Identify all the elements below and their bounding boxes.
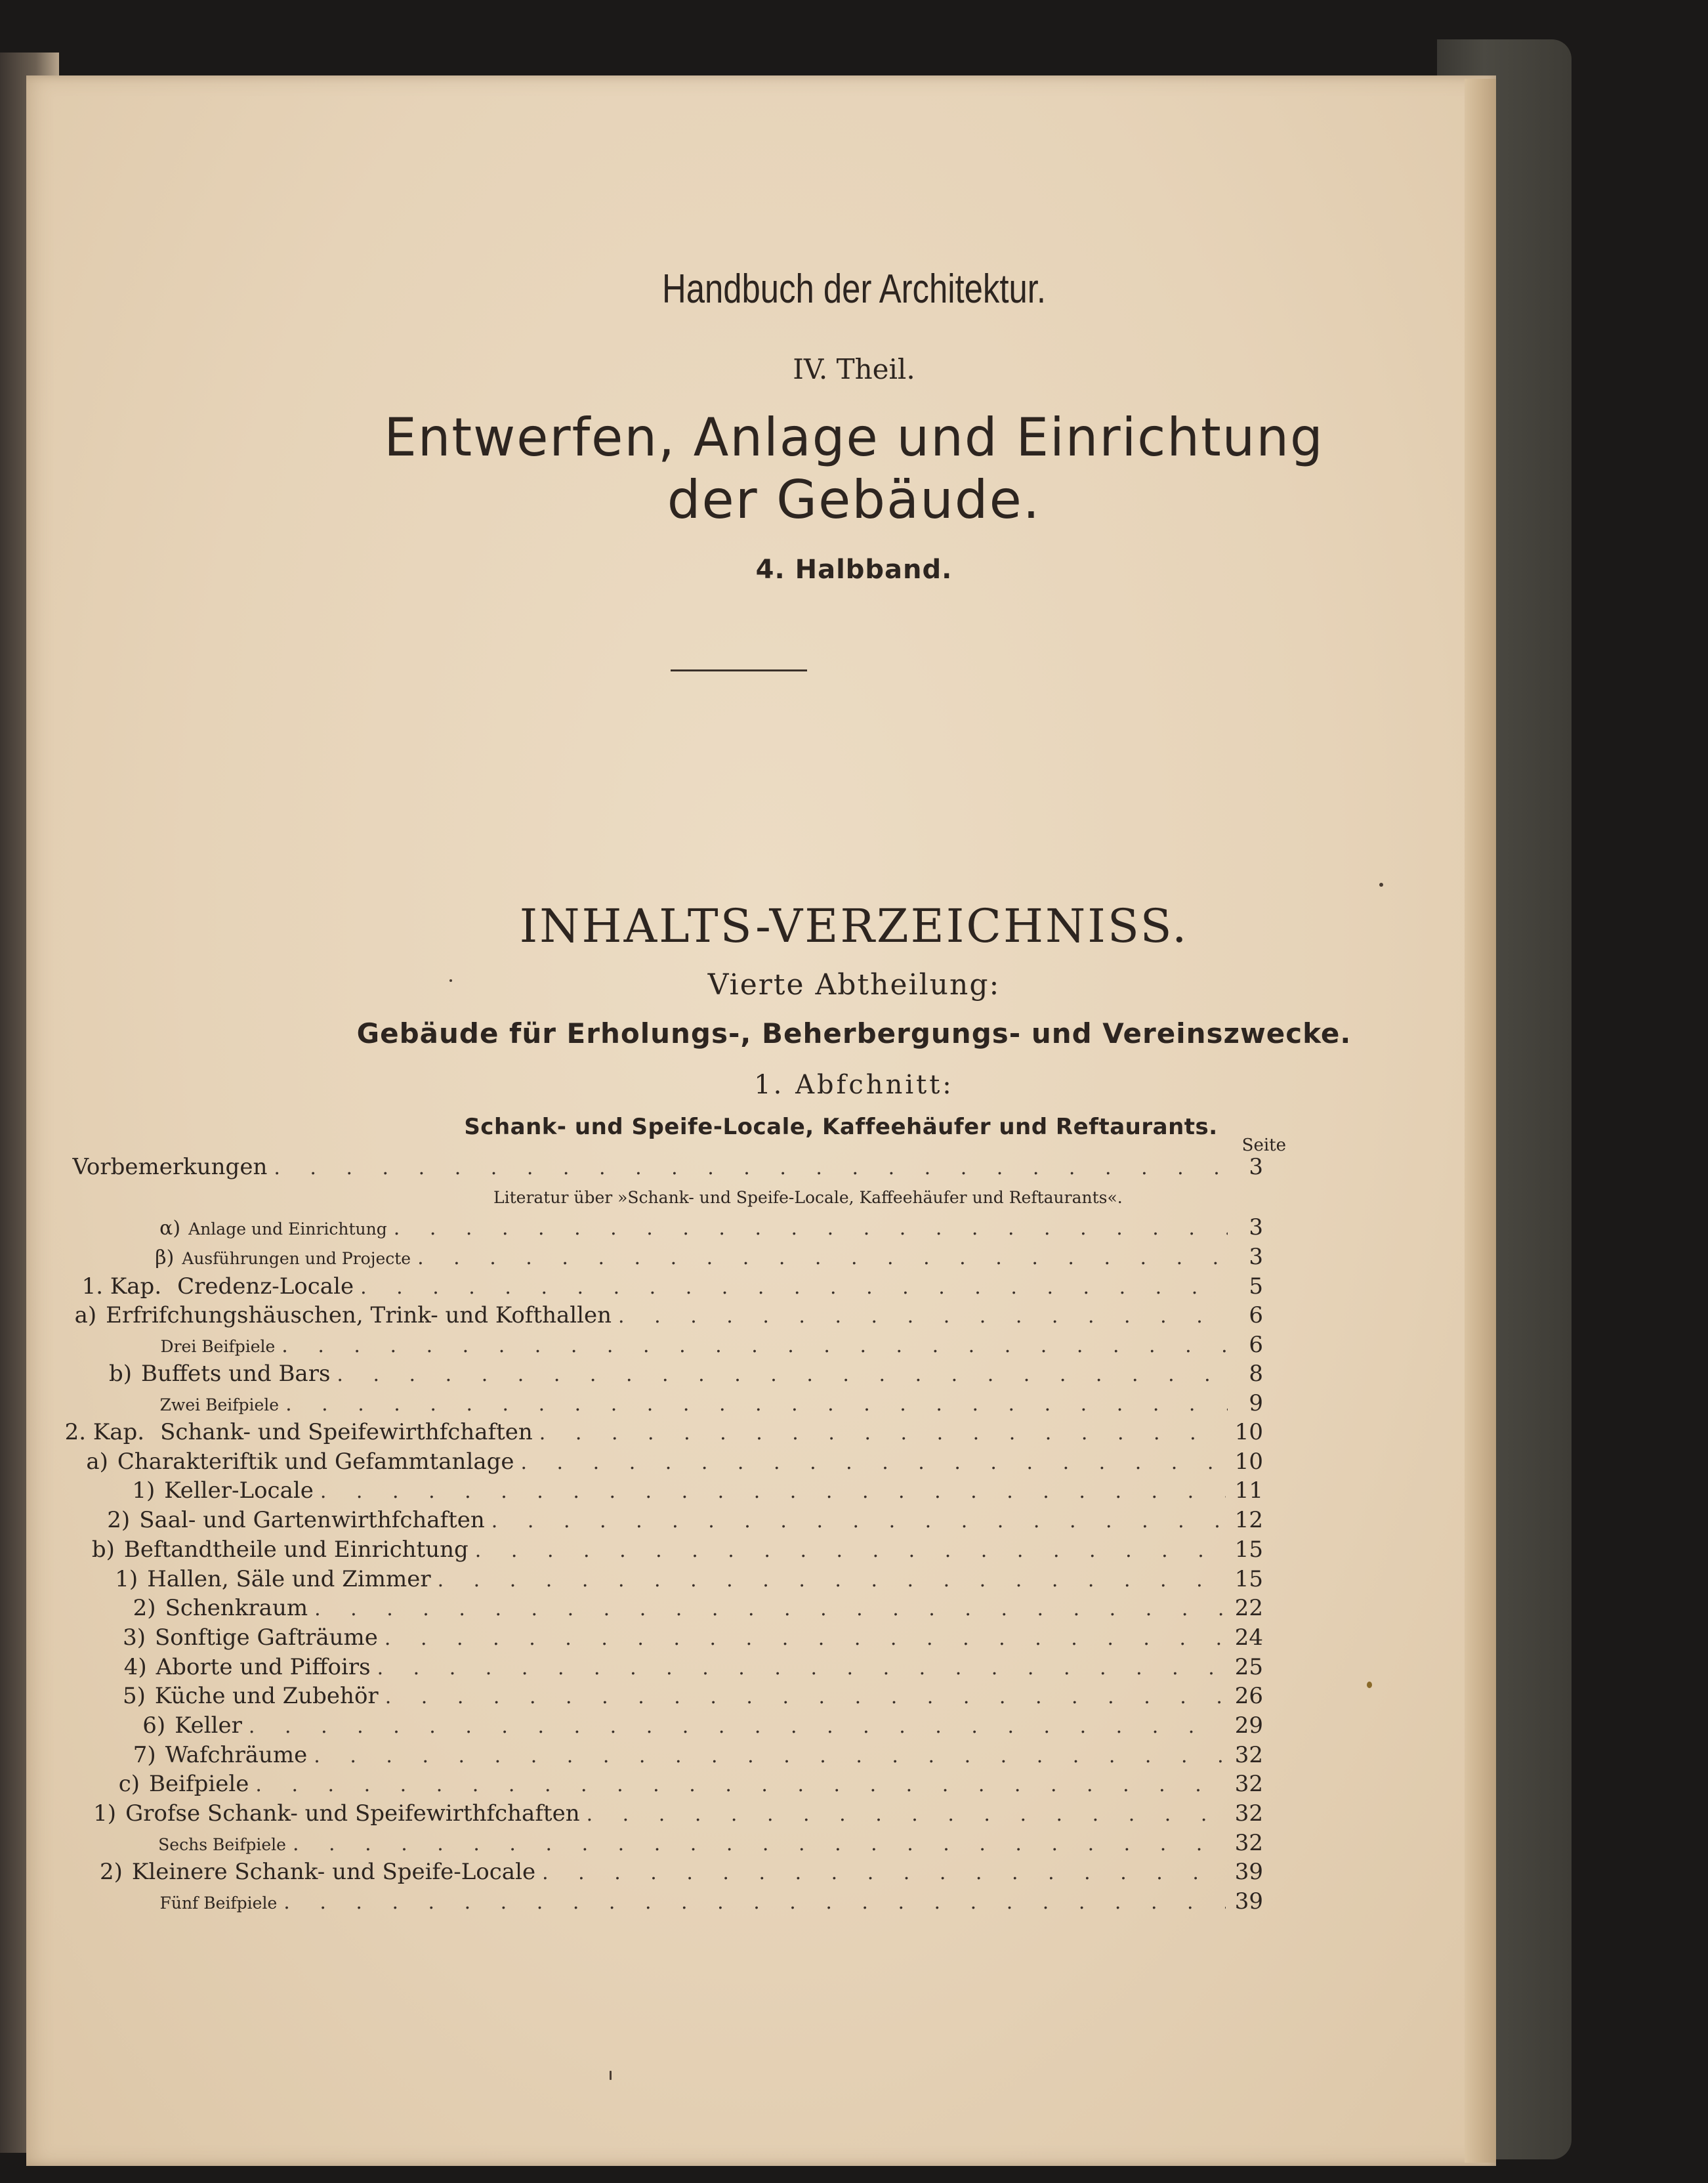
toc-entry-title: Grofse Schank- und Speifewirthfchaften <box>125 1800 580 1827</box>
toc-entry-prefix: 3) <box>123 1624 146 1651</box>
toc-entry-title: Hallen, Säle und Zimmer <box>147 1566 431 1592</box>
dot-leader <box>542 1861 1226 1884</box>
toc-entry-title: Beftandtheile und Einrichtung <box>123 1537 469 1563</box>
dot-leader <box>283 1891 1225 1914</box>
dot-leader <box>618 1305 1228 1328</box>
toc-entry <box>0 1595 1263 1625</box>
toc-entry-title: Fünf Beifpiele <box>159 1894 278 1913</box>
toc-entry-page: 3 <box>1249 1244 1263 1270</box>
toc-entry-page: 32 <box>1234 1830 1263 1856</box>
toc-entry-prefix: 2. Kap. <box>64 1419 145 1445</box>
toc-entry <box>0 1449 1263 1479</box>
toc-entry <box>0 1537 1263 1567</box>
dot-leader <box>274 1156 1228 1179</box>
dot-leader <box>491 1510 1226 1533</box>
literature-note: Literatur über »Schank- und Speife-Locale, Kaffeehäufer und Reftaurants«. <box>493 1188 1123 1207</box>
toc-entry-title: Sonftige Gafträume <box>154 1624 378 1651</box>
toc-entry-page: 10 <box>1234 1449 1263 1475</box>
toc-entry <box>0 1742 1263 1772</box>
paper-speck <box>1379 883 1383 887</box>
dot-leader <box>337 1363 1228 1386</box>
toc-entry-prefix: 2) <box>100 1859 123 1885</box>
toc-entry-prefix: a) <box>86 1449 108 1475</box>
toc-entry <box>0 1507 1263 1537</box>
toc-entry <box>0 1800 1263 1831</box>
dot-leader <box>438 1569 1226 1592</box>
toc-entry-prefix: 2) <box>107 1507 131 1533</box>
toc-entry-page: 9 <box>1249 1390 1263 1416</box>
toc-entry-prefix: 1) <box>132 1477 156 1504</box>
toc-entry-title: Charakteriftik und Gefammtanlage <box>117 1449 514 1475</box>
toc-entry-title: Keller <box>175 1712 242 1739</box>
toc-entry-page: 39 <box>1234 1859 1263 1885</box>
dot-leader <box>249 1715 1226 1738</box>
toc-entry-page: 15 <box>1234 1537 1263 1563</box>
page-column-label: Seite <box>1241 1135 1286 1155</box>
dot-leader <box>314 1745 1225 1768</box>
toc-entry-page: 32 <box>1234 1742 1263 1768</box>
toc-entry-page: 39 <box>1234 1888 1263 1915</box>
toc-entry-prefix: a) <box>74 1302 97 1328</box>
toc-entry-title: Ausführungen und Projecte <box>182 1249 411 1268</box>
paper-speck <box>449 979 452 982</box>
toc-entry <box>0 1624 1263 1655</box>
toc-entry-title: Vorbemerkungen <box>72 1154 268 1180</box>
division-title: Gebäude für Erholungs-, Beherbergungs- und Vereinszwecke. <box>356 1017 1352 1049</box>
toc-entry-page: 3 <box>1249 1154 1263 1180</box>
toc-entry-prefix: c) <box>118 1771 140 1797</box>
main-title-line-2: der Gebäude. <box>667 469 1041 530</box>
toc-entry-title: Erfrifchungshäuschen, Trink- und Kofthallen <box>106 1302 612 1328</box>
toc-entry-page: 3 <box>1249 1214 1263 1240</box>
toc-entry-page: 29 <box>1234 1712 1263 1739</box>
toc-entry-title: Credenz-Locale <box>177 1273 354 1300</box>
toc-entry-title: Drei Beifpiele <box>160 1337 276 1356</box>
toc-entry <box>0 1654 1263 1684</box>
toc-entry <box>0 1332 1263 1362</box>
toc-entry-title: Sechs Beifpiele <box>158 1835 286 1854</box>
toc-entry-page: 11 <box>1234 1477 1263 1504</box>
toc-entry-prefix: 1) <box>93 1800 117 1827</box>
toc-entry-prefix: α) <box>159 1217 181 1240</box>
toc-entry-page: 25 <box>1234 1654 1263 1680</box>
toc-entry-page: 24 <box>1234 1624 1263 1651</box>
toc-entry-page: 15 <box>1234 1566 1263 1592</box>
toc-entry <box>0 1214 1263 1244</box>
toc-entry <box>0 1566 1263 1596</box>
series-title: Handbuch der Architektur. <box>661 266 1047 312</box>
toc-entry-prefix: 1) <box>115 1566 138 1592</box>
section-label: 1. Abfchnitt: <box>754 1070 954 1100</box>
toc-entry-title: Beifpiele <box>149 1771 249 1797</box>
paper-speck <box>610 2071 612 2080</box>
toc-entry <box>0 1390 1263 1420</box>
toc-entry <box>0 1859 1263 1889</box>
toc-entry-prefix: 7) <box>133 1742 156 1768</box>
dot-leader <box>587 1803 1226 1826</box>
toc-entry <box>0 1830 1263 1860</box>
dot-leader <box>520 1451 1225 1474</box>
dot-leader <box>385 1627 1226 1650</box>
dot-leader <box>475 1539 1226 1562</box>
dot-leader <box>285 1393 1228 1416</box>
toc-entry-prefix: 5) <box>122 1683 146 1709</box>
toc-entry-page: 32 <box>1234 1771 1263 1797</box>
section-title: Schank- und Speife-Locale, Kaffeehäufer und Reftaurants. <box>464 1114 1218 1140</box>
toc-entry-page: 22 <box>1234 1595 1263 1621</box>
toc-entry <box>0 1888 1263 1918</box>
toc-entry-title: Aborte und Piffoirs <box>156 1654 371 1680</box>
dot-leader <box>385 1685 1226 1708</box>
toc-entry-prefix: 4) <box>123 1654 147 1680</box>
toc-entry-page: 26 <box>1234 1683 1263 1709</box>
toc-entry-page: 6 <box>1249 1302 1263 1328</box>
toc-entry <box>0 1273 1263 1303</box>
toc-entry <box>0 1361 1263 1391</box>
toc-entry-title: Schenkraum <box>165 1595 308 1621</box>
divider-rule <box>671 669 807 671</box>
dot-leader <box>394 1217 1228 1240</box>
toc-entry-title: Buffets und Bars <box>141 1361 331 1387</box>
toc-entry-page: 5 <box>1249 1273 1263 1300</box>
dot-leader <box>255 1773 1225 1796</box>
toc-entry-title: Schank- und Speifewirthfchaften <box>160 1419 533 1445</box>
toc-entry <box>0 1477 1263 1508</box>
dot-leader <box>377 1657 1226 1680</box>
dot-leader <box>320 1480 1226 1503</box>
toc-entry <box>0 1683 1263 1713</box>
main-title-line-1: Entwerfen, Anlage und Einrichtung <box>384 407 1324 468</box>
dot-leader <box>314 1598 1226 1621</box>
toc-entry-title: Kleinere Schank- und Speife-Locale <box>131 1859 536 1885</box>
toc-entry-title: Wafchräume <box>165 1742 308 1768</box>
toc-entry-title: Küche und Zubehör <box>154 1683 379 1709</box>
toc-entry-prefix: β) <box>155 1246 175 1269</box>
toc-entry <box>0 1154 1263 1184</box>
toc-entry-page: 12 <box>1234 1507 1263 1533</box>
toc-entry-page: 10 <box>1234 1419 1263 1445</box>
toc-entry-title: Saal- und Gartenwirthfchaften <box>139 1507 485 1533</box>
toc-entry-title: Anlage und Einrichtung <box>188 1219 387 1239</box>
toc-entry <box>0 1244 1263 1274</box>
toc-entry <box>0 1712 1263 1743</box>
volume-label: 4. Halbband. <box>755 555 953 585</box>
toc-entry-page: 32 <box>1234 1800 1263 1827</box>
dot-leader <box>281 1334 1228 1357</box>
division-label: Vierte Abtheilung: <box>707 968 1001 1002</box>
toc-heading: INHALTS-VERZEICHNISS. <box>519 899 1189 953</box>
toc-entry-prefix: b) <box>91 1537 115 1563</box>
toc-entry-page: 6 <box>1249 1332 1263 1358</box>
toc-entry <box>0 1771 1263 1801</box>
toc-entry-title: Keller-Locale <box>164 1477 314 1504</box>
toc-entry <box>0 1302 1263 1332</box>
toc-entry-prefix: 6) <box>142 1712 166 1739</box>
toc-entry-prefix: b) <box>108 1361 132 1387</box>
toc-entry-prefix: 1. Kap. <box>81 1273 162 1300</box>
dot-leader <box>417 1246 1228 1269</box>
dot-leader <box>293 1833 1226 1855</box>
toc-entry-page: 8 <box>1249 1361 1263 1387</box>
toc-entry-title: Zwei Beifpiele <box>159 1395 280 1414</box>
paper-speck <box>1367 1682 1372 1688</box>
toc-entry-prefix: 2) <box>133 1595 156 1621</box>
toc-entry <box>0 1419 1263 1449</box>
dot-leader <box>360 1276 1228 1299</box>
part-label: IV. Theil. <box>793 353 915 385</box>
dot-leader <box>539 1422 1226 1445</box>
